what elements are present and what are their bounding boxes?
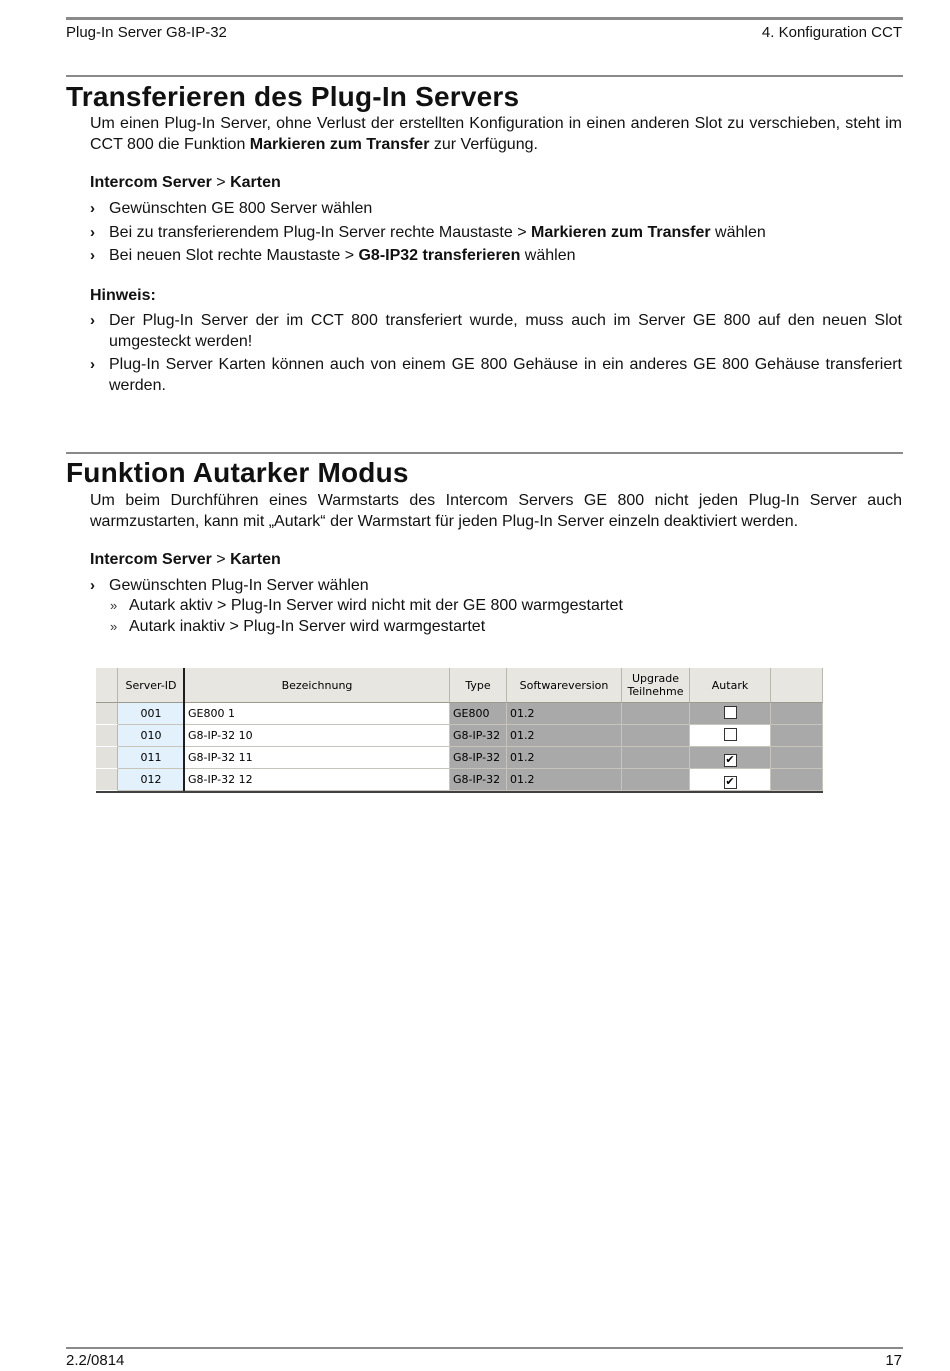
cell-filler[interactable] — [771, 769, 823, 791]
text-run: wählen — [520, 247, 576, 264]
cell-filler[interactable] — [771, 747, 823, 769]
column-header-filler — [771, 668, 823, 703]
cell-server-id[interactable]: 011 — [118, 747, 185, 769]
text-run: wählen — [710, 224, 766, 241]
server-grid — [96, 668, 823, 793]
header-top-rule — [66, 17, 903, 20]
cell-softwareversion[interactable]: 01.2 — [507, 703, 622, 725]
cell-server-id[interactable]: 001 — [118, 703, 185, 725]
checkbox-unchecked[interactable] — [724, 728, 737, 741]
section-rule — [66, 452, 903, 454]
result-text: Autark inaktiv > Plug-In Server wird warmgestartet — [129, 618, 486, 635]
row-selector[interactable] — [96, 703, 118, 725]
menu-path-part: Intercom Server — [90, 551, 212, 568]
cell-bezeichnung[interactable]: G8-IP-32 11 — [185, 747, 450, 769]
menu-path-part: Karten — [230, 174, 281, 191]
column-header-autark[interactable]: Autark — [690, 668, 771, 703]
step-text — [109, 245, 902, 266]
section-title: Funktion Autarker Modus — [66, 457, 409, 488]
note-label: Hinweis: — [90, 287, 156, 304]
cell-type[interactable]: G8-IP-32 — [450, 769, 507, 791]
note-item — [90, 354, 902, 396]
cell-autark[interactable] — [690, 703, 771, 725]
chevron-right-icon: › — [90, 200, 95, 217]
cell-server-id[interactable]: 010 — [118, 725, 185, 747]
cell-bezeichnung[interactable]: GE800 1 — [185, 703, 450, 725]
menu-path — [90, 551, 281, 569]
menu-path-separator: > — [211, 551, 231, 568]
checkbox-unchecked[interactable] — [724, 706, 737, 719]
cell-upgrade[interactable] — [622, 747, 690, 769]
note-text: Der Plug-In Server der im CCT 800 transferiert wurde, muss auch im Server GE 800 auf den neuen Slot umgesteckt werden! — [109, 312, 902, 350]
grid-bottom-edge — [96, 791, 823, 793]
row-selector[interactable] — [96, 769, 118, 791]
checkbox-checked[interactable]: ✔ — [725, 753, 735, 766]
cell-upgrade[interactable] — [622, 725, 690, 747]
step-text: Gewünschten Plug-In Server wählen — [109, 577, 369, 594]
step-item — [90, 245, 902, 266]
chevron-outline-icon: » — [110, 619, 118, 634]
grid-corner — [96, 668, 118, 703]
section-rule — [66, 75, 903, 77]
text-run: zur Verfügung. — [429, 136, 538, 153]
emphasis-text: Markieren zum Transfer — [530, 224, 711, 241]
cell-type[interactable]: G8-IP-32 — [450, 747, 507, 769]
cell-softwareversion[interactable]: 01.2 — [507, 725, 622, 747]
cell-autark[interactable] — [690, 725, 771, 747]
column-header-bezeichnung[interactable]: Bezeichnung — [185, 668, 450, 703]
emphasis-text: G8-IP32 transferieren — [358, 247, 521, 264]
text-run: Gewünschten GE 800 Server wählen — [109, 200, 373, 217]
column-header-upgrade[interactable]: Upgrade Teilnehme — [622, 668, 690, 703]
checkbox-checked[interactable]: ✔ — [725, 775, 735, 788]
cell-server-id[interactable]: 012 — [118, 769, 185, 791]
column-header-type[interactable]: Type — [450, 668, 507, 703]
step-item — [90, 198, 902, 219]
cell-upgrade[interactable] — [622, 769, 690, 791]
menu-path — [90, 174, 281, 192]
chevron-right-icon: › — [90, 356, 95, 373]
chevron-outline-icon: » — [110, 598, 118, 613]
chevron-right-icon: › — [90, 312, 95, 329]
column-header-softwareversion[interactable]: Softwareversion — [507, 668, 622, 703]
step-item — [90, 575, 902, 596]
section-title: Transferieren des Plug-In Servers — [66, 81, 520, 112]
cell-filler[interactable] — [771, 725, 823, 747]
result-text: Autark aktiv > Plug-In Server wird nicht mit der GE 800 warmgestartet — [129, 597, 623, 614]
step-item — [90, 222, 902, 243]
note-text: Plug-In Server Karten können auch von einem GE 800 Gehäuse in ein anderes GE 800 Gehäuse transferiert werden. — [109, 356, 902, 394]
row-selector[interactable] — [96, 725, 118, 747]
note-item — [90, 310, 902, 352]
section-intro: Um beim Durchführen eines Warmstarts des Intercom Servers GE 800 nicht jeden Plug-In Server auch warmzustarten, kann mit „Autark“ der Warmstart für jeden Plug-In Server einzeln deaktiviert werden. — [90, 492, 902, 530]
frozen-column-divider — [183, 668, 185, 793]
cell-autark[interactable] — [690, 747, 771, 769]
row-selector[interactable] — [96, 747, 118, 769]
result-item — [110, 616, 485, 637]
text-run: Um einen Plug-In Server, ohne Verlust der erstellten Konfiguration in einen anderen Slot zu verschieben, steht im CCT 800 die Funktion — [90, 115, 902, 153]
footer-version: 2.2/0814 — [66, 1352, 125, 1369]
header-doc-title: Plug-In Server G8-IP-32 — [66, 24, 227, 41]
page-number: 17 — [885, 1352, 902, 1369]
text-run: Bei neuen Slot rechte Maustaste > — [109, 247, 359, 264]
chevron-right-icon: › — [90, 224, 95, 241]
step-text — [109, 222, 902, 243]
cell-upgrade[interactable] — [622, 703, 690, 725]
result-item — [110, 595, 623, 616]
text-run: Bei zu transferierendem Plug-In Server rechte Maustaste > — [109, 224, 531, 241]
chevron-right-icon: › — [90, 577, 95, 594]
emphasis-text: Markieren zum Transfer — [249, 136, 430, 153]
section-intro — [90, 113, 902, 155]
header-chapter: 4. Konfiguration CCT — [761, 24, 902, 41]
step-text — [109, 198, 902, 219]
cell-softwareversion[interactable]: 01.2 — [507, 747, 622, 769]
cell-type[interactable]: GE800 — [450, 703, 507, 725]
menu-path-separator: > — [211, 174, 231, 191]
column-header-server-id[interactable]: Server-ID — [118, 668, 185, 703]
chevron-right-icon: › — [90, 247, 95, 264]
footer-rule — [66, 1347, 903, 1349]
cell-autark[interactable] — [690, 769, 771, 791]
cell-bezeichnung[interactable]: G8-IP-32 10 — [185, 725, 450, 747]
menu-path-part: Intercom Server — [90, 174, 212, 191]
menu-path-part: Karten — [230, 551, 281, 568]
cell-filler[interactable] — [771, 703, 823, 725]
cell-bezeichnung[interactable]: G8-IP-32 12 — [185, 769, 450, 791]
cell-type[interactable]: G8-IP-32 — [450, 725, 507, 747]
cell-softwareversion[interactable]: 01.2 — [507, 769, 622, 791]
